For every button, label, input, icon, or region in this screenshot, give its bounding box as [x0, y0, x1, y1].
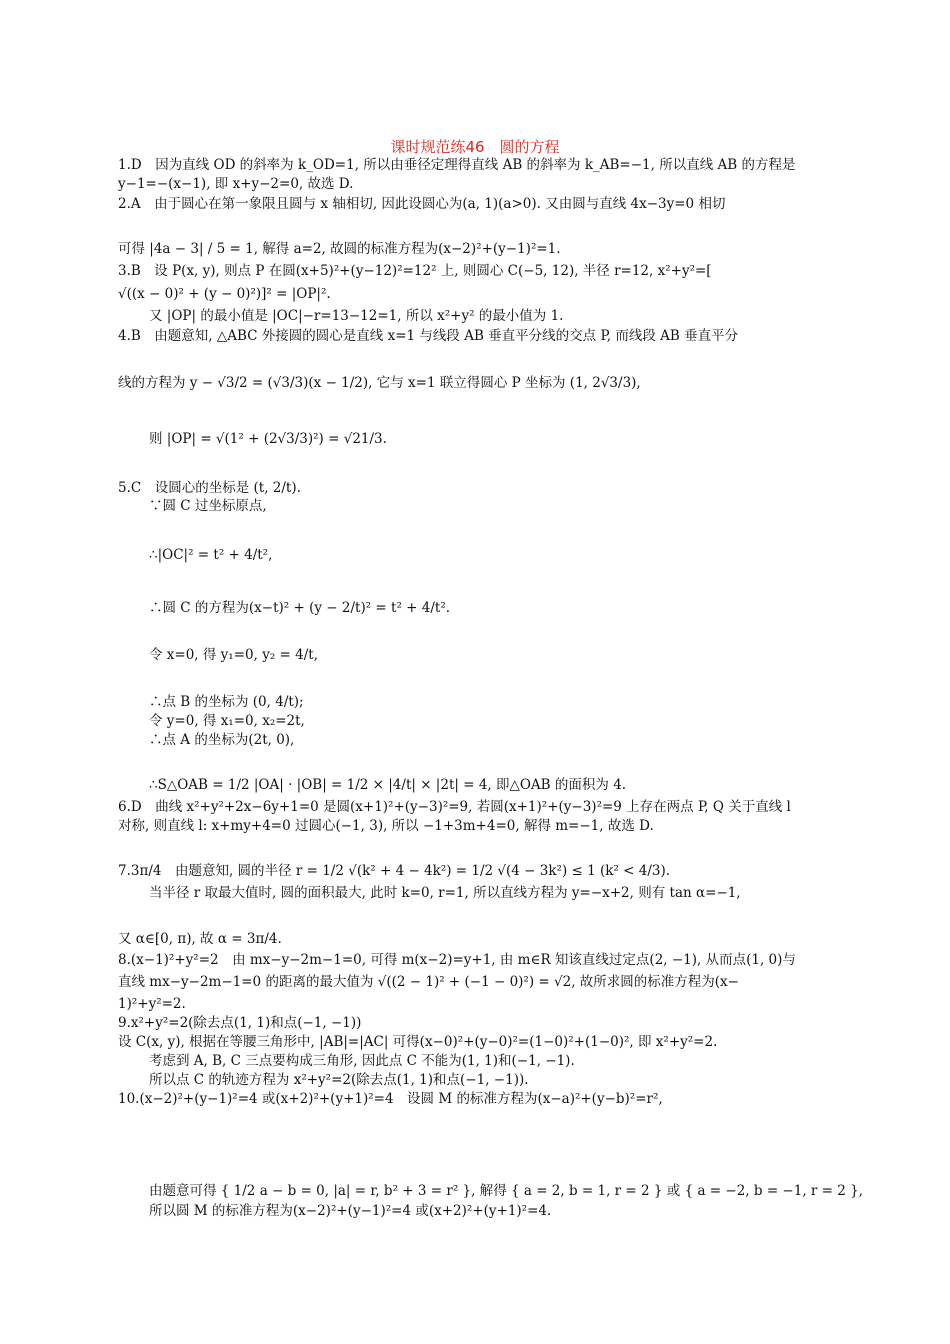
- text-line: 所以点 C 的轨迹方程为 x²+y²=2(除去点(1, 1)和点(−1, −1)).: [149, 1072, 529, 1088]
- text-line: 考虑到 A, B, C 三点要构成三角形, 因此点 C 不能为(1, 1)和(−1, −1).: [149, 1053, 575, 1069]
- text-line: ∵圆 C 过坐标原点,: [149, 498, 267, 514]
- text-line: 则 |OP| = √(1² + (2√3/3)²) = √21/3.: [149, 431, 387, 447]
- text-line: 10.(x−2)²+(y−1)²=4 或(x+2)²+(y+1)²=4 设圆 M 的标准方程为(x−a)²+(y−b)²=r²,: [118, 1091, 663, 1107]
- text-line: ∴点 B 的坐标为 (0, 4/t);: [149, 694, 304, 710]
- text-line: 设 C(x, y), 根据在等腰三角形中, |AB|=|AC| 可得(x−0)²+(y−0)²=(1−0)²+(1−0)², 即 x²+y²=2.: [118, 1034, 718, 1050]
- text-line: 9.x²+y²=2(除去点(1, 1)和点(−1, −1)): [118, 1015, 362, 1031]
- text-line: 6.D 曲线 x²+y²+2x−6y+1=0 是圆(x+1)²+(y−3)²=9, 若圆(x+1)²+(y−3)²=9 上存在两点 P, Q 关于直线 l: [118, 799, 791, 815]
- text-line: 直线 mx−y−2m−1=0 的距离的最大值为 √((2 − 1)² + (−1 − 0)²) = √2, 故所求圆的标准方程为(x−: [118, 974, 739, 990]
- text-line: 可得 |4a − 3| / 5 = 1, 解得 a=2, 故圆的标准方程为(x−2)²+(y−1)²=1.: [118, 241, 561, 257]
- text-line: 当半径 r 取最大值时, 圆的面积最大, 此时 k=0, r=1, 所以直线方程为 y=−x+2, 则有 tan α=−1,: [149, 885, 741, 901]
- text-line: 3.B 设 P(x, y), 则点 P 在圆(x+5)²+(y−12)²=12² 上, 则圆心 C(−5, 12), 半径 r=12, x²+y²=[: [118, 263, 712, 279]
- text-line: ∴圆 C 的方程为(x−t)² + (y − 2/t)² = t² + 4/t².: [149, 600, 451, 616]
- text-line: √((x − 0)² + (y − 0)²)]² = |OP|².: [118, 286, 331, 302]
- text-line: ∴|OC|² = t² + 4/t²,: [149, 547, 273, 563]
- text-line: 8.(x−1)²+y²=2 由 mx−y−2m−1=0, 可得 m(x−2)=y+1, 由 m∈R 知该直线过定点(2, −1), 从而点(1, 0)与: [118, 952, 796, 968]
- text-line: 对称, 则直线 l: x+my+4=0 过圆心(−1, 3), 所以 −1+3m+4=0, 解得 m=−1, 故选 D.: [118, 818, 654, 834]
- text-line: 令 x=0, 得 y₁=0, y₂ = 4/t,: [149, 647, 318, 663]
- text-line: 所以圆 M 的标准方程为(x−2)²+(y−1)²=4 或(x+2)²+(y+1)²=4.: [149, 1203, 552, 1219]
- text-line: 由题意可得 { 1/2 a − b = 0, |a| = r, b² + 3 = r² }, 解得 { a = 2, b = 1, r = 2 } 或 { a = −2, b = −1, r = 2 },: [149, 1183, 864, 1199]
- text-line: y−1=−(x−1), 即 x+y−2=0, 故选 D.: [118, 176, 354, 192]
- text-line: 又 α∈[0, π), 故 α = 3π/4.: [118, 931, 282, 947]
- text-line: 1)²+y²=2.: [118, 996, 186, 1012]
- page-title: 课时规范练46 圆的方程: [390, 138, 560, 156]
- text-line: 5.C 设圆心的坐标是 (t, 2/t).: [118, 480, 301, 496]
- text-line: 7.3π/4 由题意知, 圆的半径 r = 1/2 √(k² + 4 − 4k²) = 1/2 √(4 − 3k²) ≤ 1 (k² < 4/3).: [118, 863, 671, 879]
- text-line: 线的方程为 y − √3/2 = (√3/3)(x − 1/2), 它与 x=1 联立得圆心 P 坐标为 (1, 2√3/3),: [118, 375, 641, 391]
- text-line: 4.B 由题意知, △ABC 外接圆的圆心是直线 x=1 与线段 AB 垂直平分线的交点 P, 而线段 AB 垂直平分: [118, 328, 739, 344]
- text-line: 1.D 因为直线 OD 的斜率为 k_OD=1, 所以由垂径定理得直线 AB 的斜率为 k_AB=−1, 所以直线 AB 的方程是: [118, 157, 796, 173]
- text-line: 又 |OP| 的最小值是 |OC|−r=13−12=1, 所以 x²+y² 的最小值为 1.: [149, 308, 564, 324]
- text-line: 2.A 由于圆心在第一象限且圆与 x 轴相切, 因此设圆心为(a, 1)(a>0). 又由圆与直线 4x−3y=0 相切: [118, 196, 726, 212]
- text-line: ∴S△OAB = 1/2 |OA| · |OB| = 1/2 × |4/t| × |2t| = 4, 即△OAB 的面积为 4.: [149, 777, 627, 793]
- text-line: 令 y=0, 得 x₁=0, x₂=2t,: [149, 713, 305, 729]
- text-line: ∴点 A 的坐标为(2t, 0),: [149, 732, 295, 748]
